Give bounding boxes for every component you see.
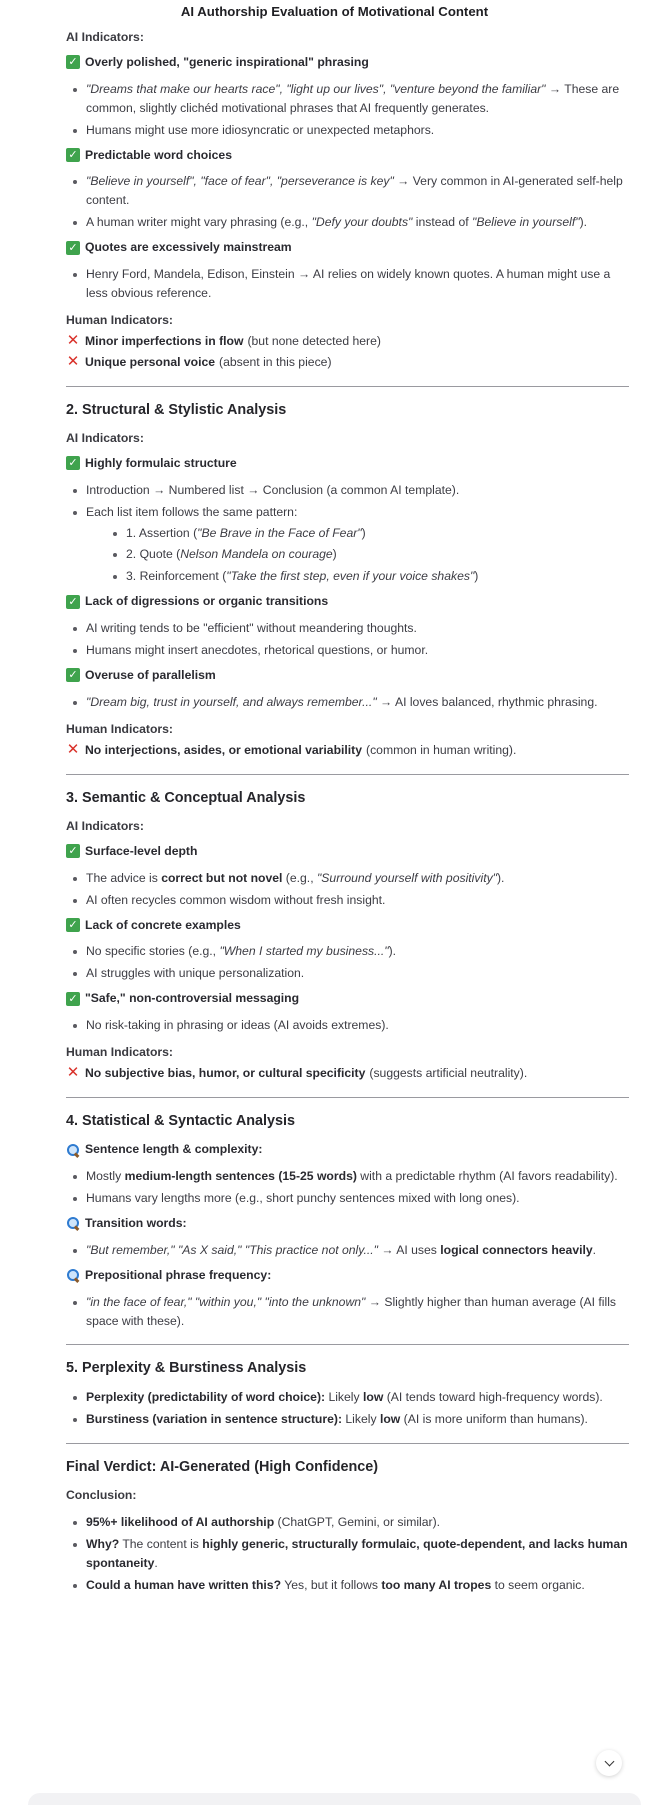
- bullet-list: [66, 1513, 629, 1595]
- human-indicator: ✕ Unique personal voice (absent in this piece): [66, 353, 332, 371]
- magnifier-icon: [66, 1143, 80, 1157]
- numbered-list: [106, 524, 629, 587]
- indicator-heading: ✓ "Safe," non-controversial messaging: [66, 989, 629, 1008]
- check-icon: ✓: [66, 668, 80, 682]
- check-icon: ✓: [66, 992, 80, 1006]
- indicator-heading: ✓ Predictable word choices: [66, 146, 629, 165]
- divider: [66, 1344, 629, 1345]
- magnifier-icon: [66, 1216, 80, 1230]
- cross-icon: ✕: [66, 332, 80, 350]
- check-icon: ✓: [66, 456, 80, 470]
- bullet-list: [66, 869, 629, 910]
- bullet-list: [66, 172, 629, 232]
- ai-indicators-label: AI Indicators:: [66, 430, 144, 445]
- list-item: Burstiness (variation in sentence structure): Likely low (AI is more uniform than humans).: [66, 1410, 629, 1429]
- divider: [66, 1097, 629, 1098]
- list-item: Mostly medium-length sentences (15-25 words) with a predictable rhythm (AI favors readability).: [66, 1167, 629, 1186]
- bullet-list: [66, 481, 629, 587]
- cross-icon: ✕: [66, 1064, 80, 1082]
- human-indicator: ✕ No interjections, asides, or emotional variability (common in human writing).: [66, 741, 517, 759]
- list-item: The advice is correct but not novel (e.g., "Surround yourself with positivity").: [66, 869, 629, 888]
- human-indicators-label: Human Indicators:: [66, 312, 173, 327]
- list-item: "Believe in yourself", "face of fear", "perseverance is key" → Very common in AI-generated self-help content.: [66, 172, 629, 210]
- numbered-item: 1. Assertion ("Be Brave in the Face of Fear"): [106, 524, 629, 543]
- list-item: "Dreams that make our hearts race", "light up our lives", "venture beyond the familiar" → These are common, slightly clichéd motivational phrases that AI frequently generates.: [66, 80, 629, 118]
- indicator-heading: ✓ Highly formulaic structure: [66, 454, 629, 473]
- list-item: Could a human have written this? Yes, but it follows too many AI tropes to seem organic.: [66, 1576, 629, 1595]
- section-heading: 2. Structural & Stylistic Analysis: [66, 401, 287, 418]
- numbered-item: 3. Reinforcement ("Take the first step, even if your voice shakes"): [106, 567, 629, 586]
- section-heading: 5. Perplexity & Burstiness Analysis: [66, 1360, 307, 1377]
- indicator-heading: ✓ Overly polished, "generic inspirational" phrasing: [66, 53, 629, 72]
- ai-indicators-label: AI Indicators:: [66, 818, 144, 833]
- metric-heading: Prepositional phrase frequency:: [66, 1266, 629, 1285]
- list-item: No risk-taking in phrasing or ideas (AI avoids extremes).: [66, 1016, 629, 1035]
- list-item: "in the face of fear," "within you," "into the unknown" → Slightly higher than human average (AI fills space with these).: [66, 1293, 629, 1331]
- indicator-heading: ✓ Lack of digressions or organic transitions: [66, 592, 629, 611]
- bullet-list: [66, 80, 629, 140]
- list-item: Humans might use more idiosyncratic or unexpected metaphors.: [66, 121, 629, 140]
- bullet-list: [66, 265, 629, 303]
- list-item: Each list item follows the same pattern: 1. Assertion ("Be Brave in the Face of Fear") 2. Quote (Nelson Mandela on courage) 3. Reinforcement ("Take the first step, even if your voice shakes"): [66, 503, 629, 587]
- page-title: AI Authorship Evaluation of Motivational Content: [180, 4, 489, 19]
- bullet-list: [66, 1388, 629, 1429]
- check-icon: ✓: [66, 595, 80, 609]
- bullet-list: [66, 1241, 629, 1260]
- conclusion-label: Conclusion:: [66, 1487, 137, 1502]
- bullet-list: [66, 619, 629, 660]
- chevron-down-icon: [604, 1757, 614, 1767]
- check-icon: ✓: [66, 148, 80, 162]
- section-heading: 3. Semantic & Conceptual Analysis: [66, 789, 306, 806]
- list-item: Introduction → Numbered list → Conclusion (a common AI template).: [66, 481, 629, 500]
- check-icon: ✓: [66, 241, 80, 255]
- list-item: Why? The content is highly generic, structurally formulaic, quote-dependent, and lacks human spontaneity.: [66, 1535, 629, 1573]
- list-item: AI writing tends to be "efficient" without meandering thoughts.: [66, 619, 629, 638]
- indicator-heading: ✓ Overuse of parallelism: [66, 666, 629, 685]
- numbered-item: 2. Quote (Nelson Mandela on courage): [106, 545, 629, 564]
- list-item: Henry Ford, Mandela, Edison, Einstein → AI relies on widely known quotes. A human might use a less obvious reference.: [66, 265, 629, 303]
- indicator-heading: ✓ Quotes are excessively mainstream: [66, 238, 629, 257]
- indicator-heading: ✓ Lack of concrete examples: [66, 916, 629, 935]
- list-item: A human writer might vary phrasing (e.g., "Defy your doubts" instead of "Believe in yourself").: [66, 213, 629, 232]
- check-icon: ✓: [66, 844, 80, 858]
- cross-icon: ✕: [66, 353, 80, 371]
- list-item: Perplexity (predictability of word choice): Likely low (AI tends toward high-frequency words).: [66, 1388, 629, 1407]
- list-item: AI struggles with unique personalization.: [66, 964, 629, 983]
- bullet-list: [66, 1016, 629, 1035]
- list-item: Humans might insert anecdotes, rhetorical questions, or humor.: [66, 641, 629, 660]
- human-indicators-label: Human Indicators:: [66, 721, 173, 736]
- check-icon: ✓: [66, 55, 80, 69]
- bullet-list: [66, 1293, 629, 1331]
- composer-bar[interactable]: [28, 1793, 641, 1805]
- human-indicators-label: Human Indicators:: [66, 1045, 173, 1060]
- scroll-down-button[interactable]: [596, 1750, 622, 1776]
- metric-heading: Transition words:: [66, 1214, 629, 1233]
- check-icon: ✓: [66, 918, 80, 932]
- indicator-heading: ✓ Surface-level depth: [66, 842, 629, 861]
- ai-indicators-label: AI Indicators:: [66, 30, 144, 44]
- bullet-list: [66, 1167, 629, 1208]
- section-heading: 4. Statistical & Syntactic Analysis: [66, 1112, 296, 1129]
- document-body: [66, 24, 629, 1600]
- bullet-list: [66, 693, 629, 712]
- human-indicator: ✕ Minor imperfections in flow (but none detected here): [66, 332, 381, 350]
- divider: [66, 1443, 629, 1444]
- bullet-list: [66, 942, 629, 983]
- verdict-heading: Final Verdict: AI-Generated (High Confidence): [66, 1458, 379, 1475]
- human-indicator: ✕ No subjective bias, humor, or cultural specificity (suggests artificial neutrality).: [66, 1064, 528, 1082]
- cross-icon: ✕: [66, 741, 80, 759]
- list-item: 95%+ likelihood of AI authorship (ChatGPT, Gemini, or similar).: [66, 1513, 629, 1532]
- magnifier-icon: [66, 1268, 80, 1282]
- list-item: AI often recycles common wisdom without fresh insight.: [66, 891, 629, 910]
- list-item: No specific stories (e.g., "When I started my business...").: [66, 942, 629, 961]
- metric-heading: Sentence length & complexity:: [66, 1140, 629, 1159]
- divider: [66, 386, 629, 387]
- divider: [66, 774, 629, 775]
- list-item: "Dream big, trust in yourself, and always remember..." → AI loves balanced, rhythmic phrasing.: [66, 693, 629, 712]
- list-item: Humans vary lengths more (e.g., short punchy sentences mixed with long ones).: [66, 1189, 629, 1208]
- list-item: "But remember," "As X said," "This practice not only..." → AI uses logical connectors heavily.: [66, 1241, 629, 1260]
